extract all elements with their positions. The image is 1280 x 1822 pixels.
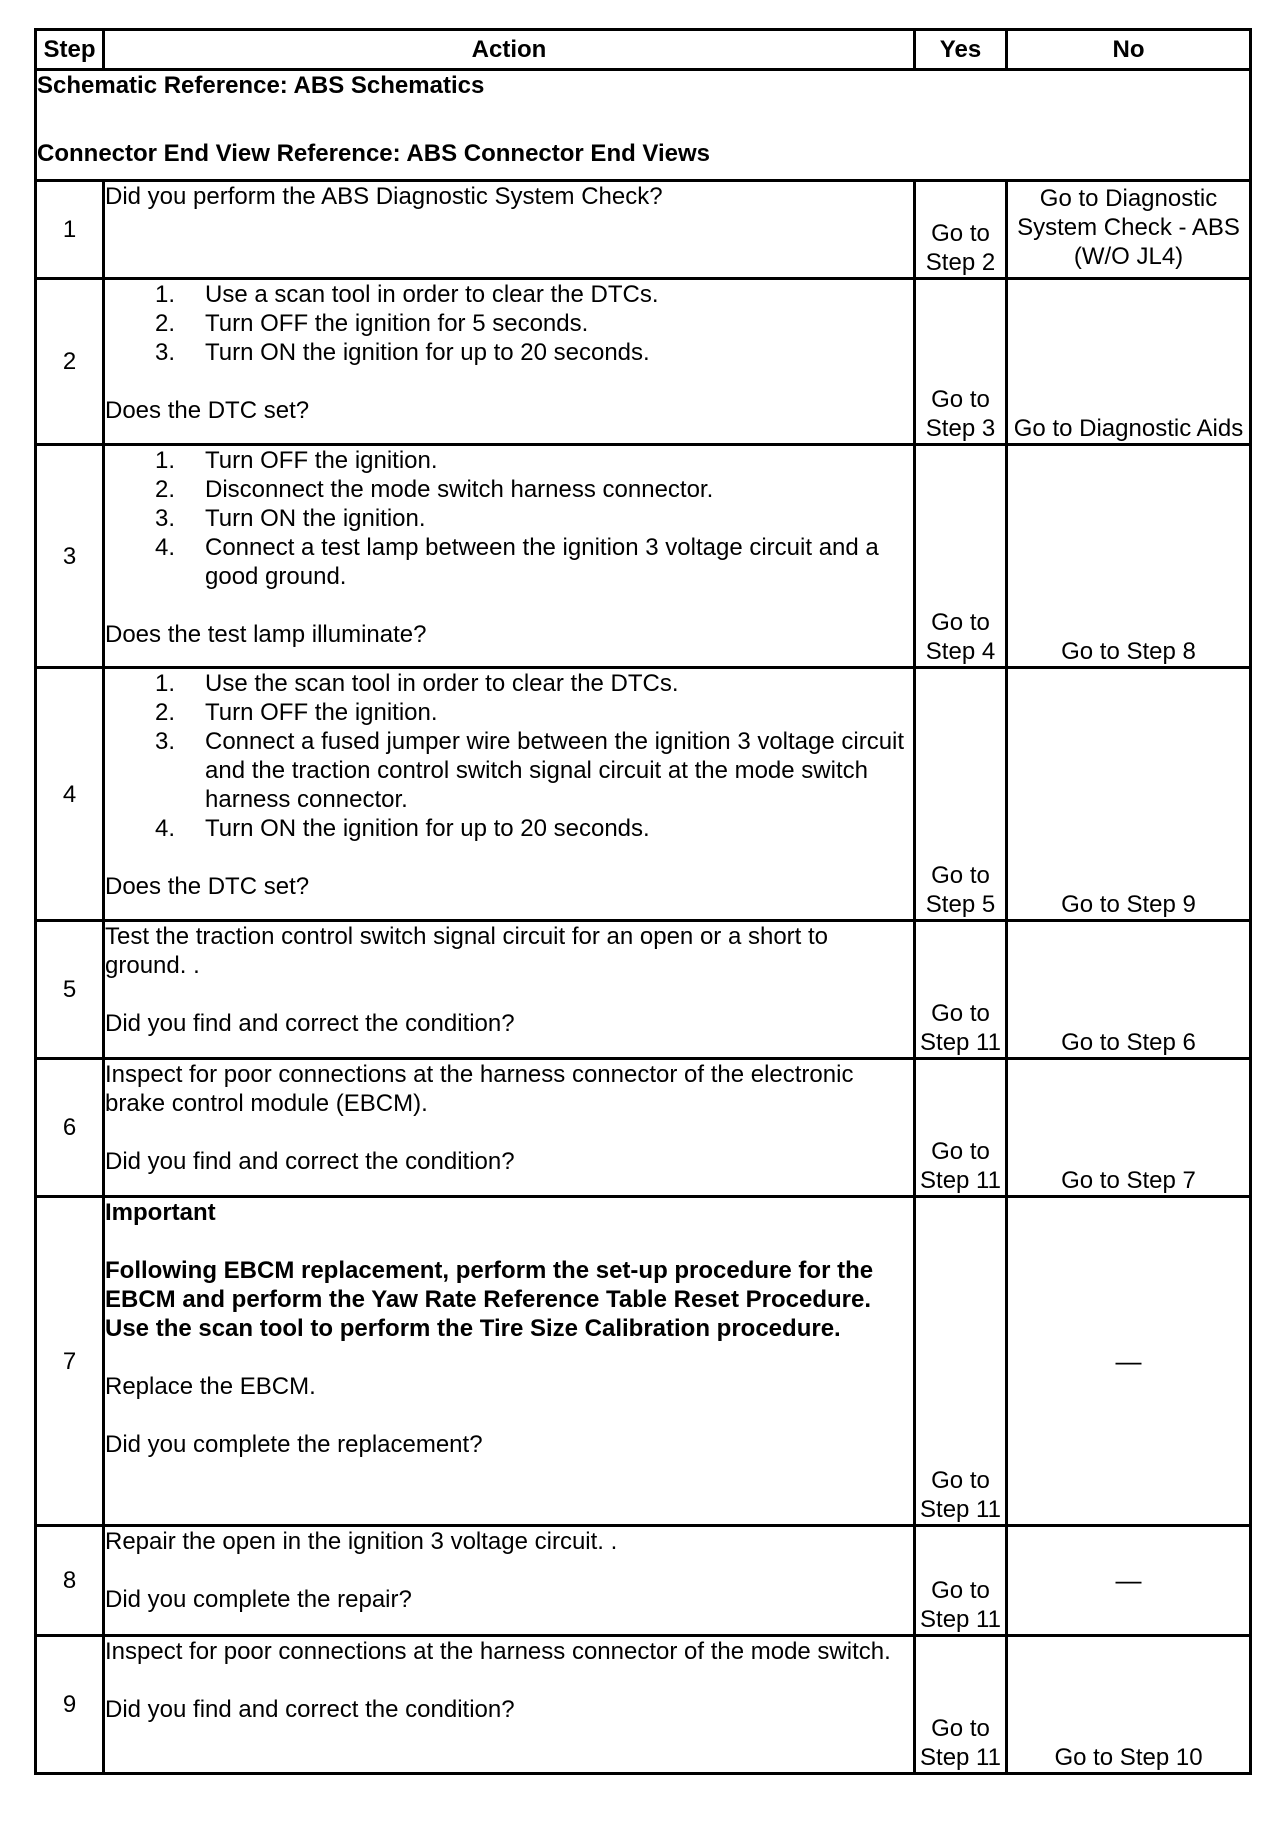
table-row: [36, 921, 1251, 1059]
list-item: 2. Disconnect the mode switch harness connector.: [155, 476, 714, 503]
yes-result: Go to Step 11: [915, 1526, 1007, 1636]
table-row: [36, 1636, 1251, 1774]
yes-result: Go to Step 3: [915, 279, 1007, 445]
action-instruction: Inspect for poor connections at the harness connector of the mode switch.: [105, 1638, 891, 1665]
important-title: Important: [105, 1199, 216, 1226]
no-result: —: [1007, 1197, 1251, 1526]
no-result: Go to Step 10: [1007, 1636, 1251, 1774]
action-text: [104, 921, 915, 1059]
yes-result: Go to Step 11: [915, 921, 1007, 1059]
step-number: 1: [36, 181, 104, 279]
yes-result: Go to Step 2: [915, 181, 1007, 279]
list-item: 1. Use the scan tool in order to clear the DTCs.: [155, 670, 679, 697]
list-item: 1. Turn OFF the ignition.: [155, 447, 438, 474]
yes-result: Go to Step 11: [915, 1059, 1007, 1197]
table-row: [36, 445, 1251, 668]
step-number: 8: [36, 1526, 104, 1636]
reference-row: [36, 70, 1251, 181]
step-number: 7: [36, 1197, 104, 1526]
no-result: Go to Step 8: [1007, 445, 1251, 668]
list-item: 2. Turn OFF the ignition for 5 seconds.: [155, 310, 589, 337]
action-text: [104, 1197, 915, 1526]
header-yes: Yes: [915, 30, 1007, 70]
table-row: [36, 279, 1251, 445]
important-note: Following EBCM replacement, perform the set-up procedure for the EBCM and perform the Yaw Rate Reference Table Reset Procedure. Use the scan tool to perform the Tire Size Calibration procedure.: [105, 1257, 874, 1342]
action-question: Did you find and correct the condition?: [105, 1696, 515, 1723]
action-question: Did you complete the repair?: [105, 1586, 412, 1613]
action-question: Did you complete the replacement?: [105, 1431, 483, 1458]
yes-result: Go to Step 4: [915, 445, 1007, 668]
step-number: 3: [36, 445, 104, 668]
step-number: 5: [36, 921, 104, 1059]
action-text: [104, 445, 915, 668]
no-result: Go to Diagnostic System Check - ABS (W/O JL4): [1007, 181, 1251, 279]
no-result: Go to Step 6: [1007, 921, 1251, 1059]
action-question: Did you perform the ABS Diagnostic System Check?: [105, 183, 663, 210]
action-text: [104, 1059, 915, 1197]
schematic-reference: Schematic Reference: ABS Schematics: [37, 72, 485, 99]
no-result: Go to Step 9: [1007, 668, 1251, 921]
header-no: No: [1007, 30, 1251, 70]
action-question: Does the test lamp illuminate?: [105, 621, 427, 648]
list-item: 2. Turn OFF the ignition.: [155, 699, 438, 726]
procedure-list: [105, 669, 913, 843]
table-row: [36, 1059, 1251, 1197]
reference-cell: [36, 70, 1251, 181]
procedure-list: [105, 280, 913, 367]
list-item: 4. Turn ON the ignition for up to 20 seconds.: [155, 815, 650, 842]
header-step: Step: [36, 30, 104, 70]
action-instruction: Repair the open in the ignition 3 voltage circuit. .: [105, 1528, 618, 1555]
list-item: 3. Connect a fused jumper wire between the ignition 3 voltage circuit and the traction control switch signal circuit at the mode switch harness connector.: [155, 728, 905, 813]
yes-result: Go to Step 5: [915, 668, 1007, 921]
action-question: Did you find and correct the condition?: [105, 1148, 515, 1175]
no-result: Go to Step 7: [1007, 1059, 1251, 1197]
step-number: 9: [36, 1636, 104, 1774]
yes-result: Go to Step 11: [915, 1197, 1007, 1526]
table-row: [36, 1526, 1251, 1636]
table-row: [36, 1197, 1251, 1526]
action-instruction: Inspect for poor connections at the harness connector of the electronic brake control module (EBCM).: [105, 1061, 854, 1117]
no-result: Go to Diagnostic Aids: [1007, 279, 1251, 445]
action-text: [104, 668, 915, 921]
list-item: 4. Connect a test lamp between the ignition 3 voltage circuit and a good ground.: [155, 534, 879, 590]
list-item: 3. Turn ON the ignition for up to 20 seconds.: [155, 339, 650, 366]
diagnostic-table: [34, 28, 1252, 1775]
list-item: 1. Use a scan tool in order to clear the DTCs.: [155, 281, 659, 308]
connector-reference: Connector End View Reference: ABS Connector End Views: [37, 140, 711, 167]
no-result: —: [1007, 1526, 1251, 1636]
action-question: Does the DTC set?: [105, 873, 310, 900]
table-row: [36, 668, 1251, 921]
action-text: [104, 279, 915, 445]
step-number: 6: [36, 1059, 104, 1197]
table-row: [36, 181, 1251, 279]
step-number: 4: [36, 668, 104, 921]
action-instruction: Replace the EBCM.: [105, 1373, 316, 1400]
action-text: [104, 181, 915, 279]
yes-result: Go to Step 11: [915, 1636, 1007, 1774]
header-action: Action: [104, 30, 915, 70]
action-question: Did you find and correct the condition?: [105, 1010, 515, 1037]
action-instruction: Test the traction control switch signal circuit for an open or a short to ground. .: [105, 923, 829, 979]
header-row: [36, 30, 1251, 70]
procedure-list: [105, 446, 913, 591]
action-text: [104, 1526, 915, 1636]
list-item: 3. Turn ON the ignition.: [155, 505, 426, 532]
action-question: Does the DTC set?: [105, 397, 310, 424]
step-number: 2: [36, 279, 104, 445]
action-text: [104, 1636, 915, 1774]
